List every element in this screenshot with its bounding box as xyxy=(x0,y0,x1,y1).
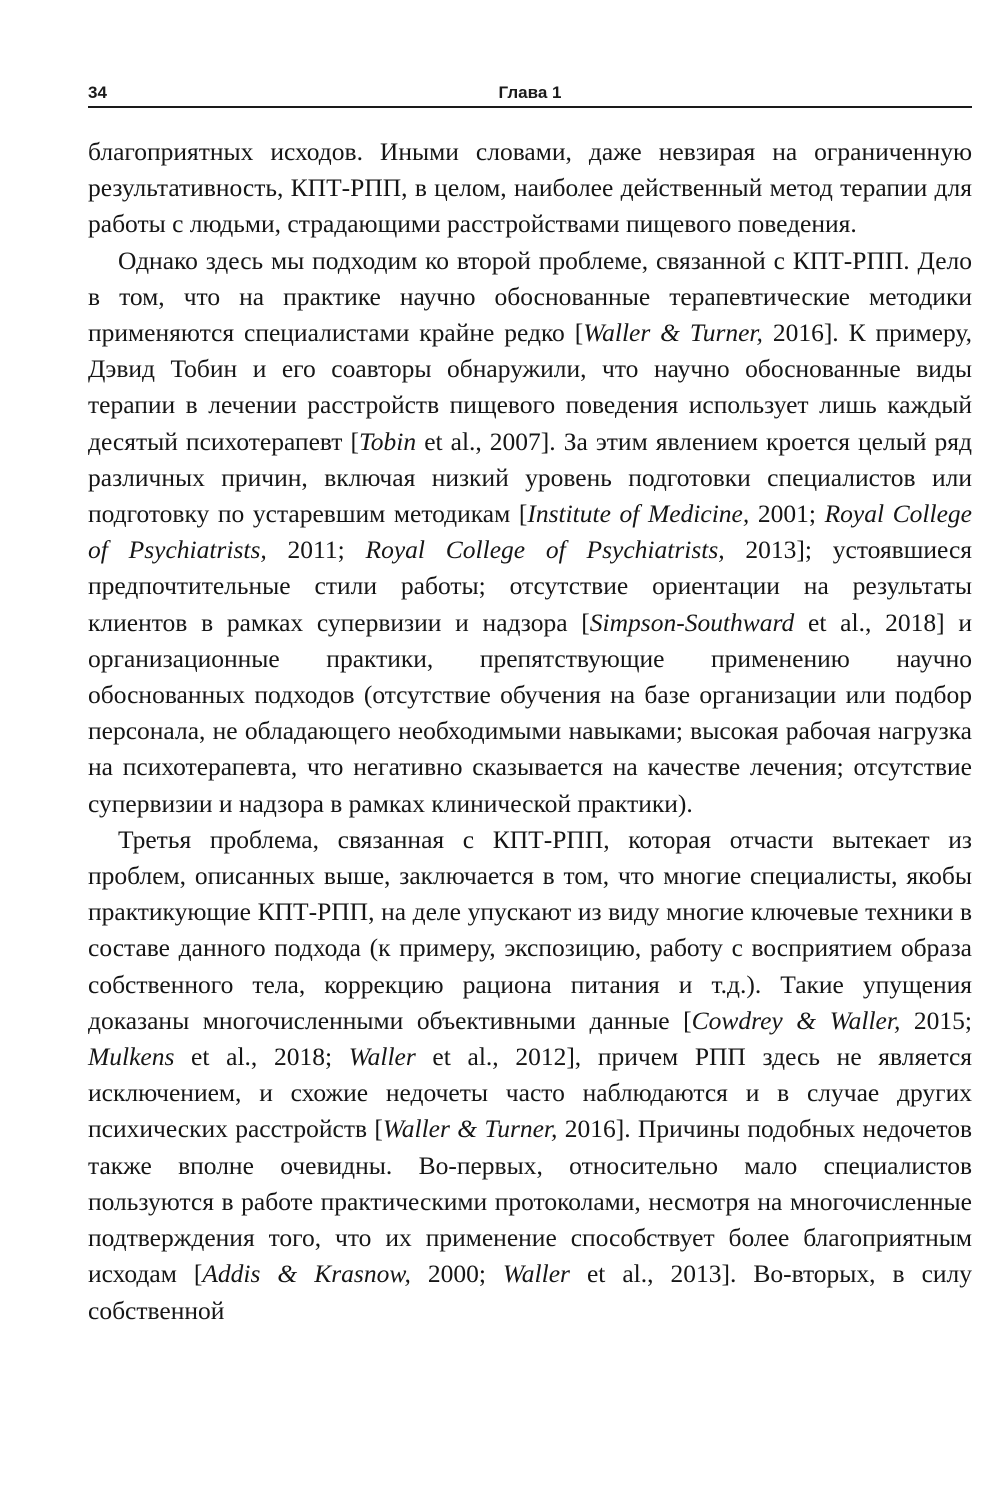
text-run: 2011; xyxy=(266,535,366,565)
text-run: Однако здесь мы подходим ко второй проблеме, связанной с КПТ-РПП. Дело в том, что на практике научно обоснованные терапевтические методики применяются специалистами крайне редко [ xyxy=(88,245,972,348)
citation-author: Tobin xyxy=(358,426,417,456)
text-run: et al., 2007]. За этим явлением кроется целый ряд различных причин, включая низкий уровень подготовки специалистов или подготовку по устаревшим методикам [ xyxy=(88,426,972,529)
text-run: et al., 2018; xyxy=(174,1042,349,1072)
text-run: 2016]. Причины подобных недочетов также вполне очевидны. Во-первых, относительно мало специалистов пользуются в работе практическими протоколами, несмотря на многочисленные подтверждения того, что их применение способствует более благоприятным исходам [ xyxy=(88,1114,972,1289)
citation-author: Waller & Turner, xyxy=(382,1114,558,1144)
citation-author: Royal College of Psychiatrists, xyxy=(88,499,972,565)
citation-author: Simpson-Southward xyxy=(589,607,795,637)
citation-author: Institute of Medicine, xyxy=(527,499,750,529)
page-number: 34 xyxy=(88,83,107,102)
citation-author: Waller & Turner, xyxy=(583,318,763,348)
text-run: 2016]. К примеру, Дэвид Тобин и его соавторы обнаружили, что научно обоснованные виды терапии в лечении расстройств пищевого поведения использует лишь каждый десятый психотерапевт [ xyxy=(88,318,972,456)
text-run: 2015; xyxy=(900,1005,972,1035)
text-run: et al., 2013]. Во-вторых, в силу собственной xyxy=(88,1259,973,1325)
citation-author: Royal College of Psychiatrists, xyxy=(365,535,725,565)
citation-author: Cowdrey & Waller, xyxy=(691,1005,901,1035)
text-run: благоприятных исходов. Иными словами, даже невзирая на ограниченную результативность, КПТ-РПП, в целом, наиболее действенный метод терапии для работы с людьми, страдающими расстройствами пищевого поведения. xyxy=(88,137,972,239)
text-run: 2013]; устоявшиеся предпочтительные стили работы; отсутствие ориентации на результаты клиентов в рамках супервизии и надзора [ xyxy=(88,535,972,637)
citation-author: Waller xyxy=(348,1042,416,1072)
body-text xyxy=(88,134,972,1329)
citation-author: Mulkens xyxy=(88,1042,175,1072)
text-run: et al., 2012], причем РПП здесь не является исключением, и схожие недочеты часто наблюдаются и в случае других психических расстройств [ xyxy=(88,1042,973,1144)
paragraph xyxy=(88,134,972,243)
text-run: et al., 2018] и организационные практики, препятствующие применению научно обоснованных подходов (отсутствие обучения на базе организации или подбор персонала, не обладающего необходимыми навыками; высокая рабочая нагрузка на психотерапевта, что негативно сказывается на качестве лечения; отсутствие супервизии и надзора в рамках клинической практики). xyxy=(88,607,972,818)
text-run: 2000; xyxy=(410,1259,503,1289)
text-run: 2001; xyxy=(749,499,825,529)
chapter-title: Глава 1 xyxy=(498,83,562,102)
text-run: Третья проблема, связанная с КПТ-РПП, которая отчасти вытекает из проблем, описанных выше, заключается в том, что многие специалисты, якобы практикующие КПТ-РПП, на деле упускают из виду многие ключевые техники в составе данного подхода (к примеру, экспозицию, работу с восприятием образа собственного тела, коррекцию рациона питания и т.д.). Такие упущения доказаны многочисленными объективными данные [ xyxy=(88,824,972,1035)
paragraph xyxy=(88,243,972,822)
citation-author: Addis & Krasnow, xyxy=(202,1259,411,1289)
paragraph xyxy=(88,822,972,1329)
running-head xyxy=(88,80,972,108)
citation-author: Waller xyxy=(502,1259,570,1289)
